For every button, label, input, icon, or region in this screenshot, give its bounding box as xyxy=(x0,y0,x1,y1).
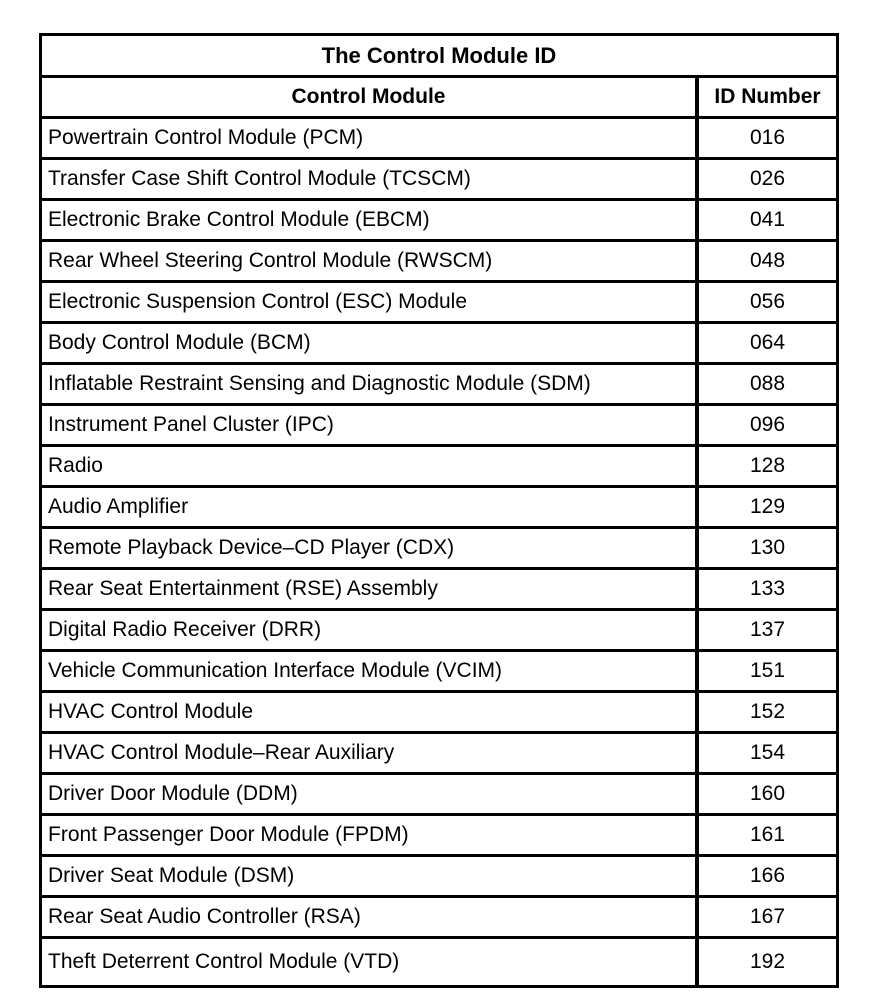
column-header-id-number: ID Number xyxy=(714,85,821,108)
table-row xyxy=(42,160,836,201)
module-name-cell: Remote Playback Device–CD Player (CDX) xyxy=(42,529,699,567)
table-row xyxy=(42,324,836,365)
table-row xyxy=(42,406,836,447)
table-row xyxy=(42,119,836,160)
table-row xyxy=(42,652,836,693)
table-row xyxy=(42,775,836,816)
module-name-cell: Transfer Case Shift Control Module (TCSCM) xyxy=(42,160,699,198)
id-number-cell: 161 xyxy=(749,823,786,846)
id-number-cell: 016 xyxy=(749,126,786,149)
id-number-cell: 056 xyxy=(749,290,786,313)
module-name-cell: Vehicle Communication Interface Module (VCIM) xyxy=(42,652,699,690)
module-name-cell: Driver Seat Module (DSM) xyxy=(42,857,699,895)
table-header-row xyxy=(42,78,836,119)
module-name-cell: Front Passenger Door Module (FPDM) xyxy=(42,816,699,854)
module-name-cell: Audio Amplifier xyxy=(42,488,699,526)
table-row xyxy=(42,570,836,611)
table-row xyxy=(42,693,836,734)
id-number-cell: 088 xyxy=(749,372,786,395)
module-name-cell: Inflatable Restraint Sensing and Diagnostic Module (SDM) xyxy=(42,365,699,403)
id-number-cell: 133 xyxy=(749,577,786,600)
table-row xyxy=(42,283,836,324)
id-number-cell: 167 xyxy=(749,905,786,928)
id-number-cell: 151 xyxy=(749,659,786,682)
module-name-cell: Powertrain Control Module (PCM) xyxy=(42,119,699,157)
id-number-cell: 154 xyxy=(749,741,786,764)
id-number-cell: 041 xyxy=(749,208,786,231)
table-row xyxy=(42,939,836,985)
id-number-cell: 137 xyxy=(749,618,786,641)
table-row xyxy=(42,898,836,939)
table-row xyxy=(42,529,836,570)
table-row xyxy=(42,816,836,857)
table-row xyxy=(42,447,836,488)
id-number-cell: 160 xyxy=(749,782,786,805)
table-row xyxy=(42,365,836,406)
module-name-cell: Rear Wheel Steering Control Module (RWSCM) xyxy=(42,242,699,280)
id-number-cell: 026 xyxy=(749,167,786,190)
table-row xyxy=(42,201,836,242)
module-name-cell: Body Control Module (BCM) xyxy=(42,324,699,362)
id-number-cell: 064 xyxy=(749,331,786,354)
module-name-cell: HVAC Control Module xyxy=(42,693,699,731)
id-number-cell: 166 xyxy=(749,864,786,887)
module-name-cell: HVAC Control Module–Rear Auxiliary xyxy=(42,734,699,772)
module-name-cell: Rear Seat Audio Controller (RSA) xyxy=(42,898,699,936)
table-row xyxy=(42,611,836,652)
table-row xyxy=(42,242,836,283)
module-name-cell: Digital Radio Receiver (DRR) xyxy=(42,611,699,649)
id-number-cell: 152 xyxy=(749,700,786,723)
column-header-control-module: Control Module xyxy=(42,78,699,116)
id-number-cell: 129 xyxy=(749,495,786,518)
module-name-cell: Radio xyxy=(42,447,699,485)
id-number-cell: 096 xyxy=(749,413,786,436)
table-row xyxy=(42,488,836,529)
id-number-cell: 128 xyxy=(749,454,786,477)
id-number-cell: 130 xyxy=(749,536,786,559)
table-row xyxy=(42,857,836,898)
module-name-cell: Rear Seat Entertainment (RSE) Assembly xyxy=(42,570,699,608)
module-name-cell: Theft Deterrent Control Module (VTD) xyxy=(42,939,699,985)
table-row xyxy=(42,734,836,775)
id-number-cell: 048 xyxy=(749,249,786,272)
table-title: The Control Module ID xyxy=(42,36,836,78)
control-module-id-table xyxy=(39,33,839,988)
module-name-cell: Electronic Suspension Control (ESC) Module xyxy=(42,283,699,321)
module-name-cell: Electronic Brake Control Module (EBCM) xyxy=(42,201,699,239)
module-name-cell: Driver Door Module (DDM) xyxy=(42,775,699,813)
id-number-cell: 192 xyxy=(749,950,786,973)
module-name-cell: Instrument Panel Cluster (IPC) xyxy=(42,406,699,444)
